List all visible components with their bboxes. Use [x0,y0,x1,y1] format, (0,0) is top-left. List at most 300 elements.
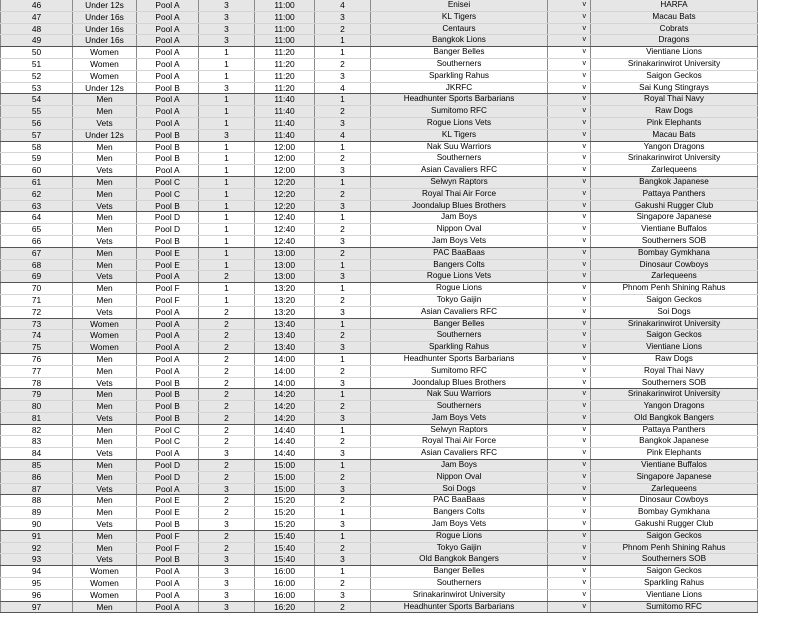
versus-cell: v [548,212,591,224]
division-cell: Women [73,70,137,82]
table-row [1,235,758,247]
pool-cell: Pool A [137,589,199,601]
pool-cell: Pool E [137,259,199,271]
division-cell: Men [73,471,137,483]
away-team-cell: Saigon Geckos [591,530,758,542]
pool-cell: Pool A [137,330,199,342]
table-row [1,601,758,613]
pool-cell: Pool B [137,200,199,212]
pool-cell: Pool B [137,153,199,165]
round-cell: 3 [199,11,255,23]
versus-cell: v [548,519,591,531]
versus-cell: v [548,578,591,590]
pitch-cell: 3 [315,412,371,424]
home-team-cell: Rogue Lions Vets [371,271,548,283]
division-cell: Women [73,342,137,354]
kickoff-time-cell: 13:20 [255,283,315,295]
division-cell: Men [73,436,137,448]
division-cell: Men [73,495,137,507]
away-team-cell: Sparkling Rahus [591,578,758,590]
match-number-cell: 48 [1,23,73,35]
kickoff-time-cell: 15:20 [255,519,315,531]
home-team-cell: Banger Belles [371,47,548,59]
table-row [1,436,758,448]
pool-cell: Pool D [137,460,199,472]
round-cell: 1 [199,117,255,129]
division-cell: Men [73,176,137,188]
division-cell: Vets [73,519,137,531]
pitch-cell: 2 [315,247,371,259]
away-team-cell: Bombay Gymkhana [591,507,758,519]
versus-cell: v [548,471,591,483]
match-number-cell: 80 [1,401,73,413]
pitch-cell: 2 [315,153,371,165]
match-number-cell: 69 [1,271,73,283]
kickoff-time-cell: 12:20 [255,200,315,212]
kickoff-time-cell: 15:40 [255,554,315,566]
home-team-cell: Asian Cavaliers RFC [371,448,548,460]
away-team-cell: Bangkok Japanese [591,176,758,188]
round-cell: 3 [199,448,255,460]
division-cell: Women [73,318,137,330]
kickoff-time-cell: 14:20 [255,412,315,424]
away-team-cell: Saigon Geckos [591,294,758,306]
division-cell: Men [73,365,137,377]
pitch-cell: 1 [315,507,371,519]
away-team-cell: Srinakarinwirot University [591,389,758,401]
round-cell: 3 [199,601,255,613]
match-number-cell: 95 [1,578,73,590]
table-row [1,306,758,318]
division-cell: Women [73,566,137,578]
table-row [1,554,758,566]
kickoff-time-cell: 13:40 [255,318,315,330]
pool-cell: Pool A [137,578,199,590]
division-cell: Men [73,224,137,236]
table-row [1,353,758,365]
pitch-cell: 3 [315,554,371,566]
round-cell: 3 [199,35,255,47]
pitch-cell: 1 [315,530,371,542]
table-row [1,271,758,283]
away-team-cell: Raw Dogs [591,353,758,365]
division-cell: Men [73,601,137,613]
round-cell: 1 [199,212,255,224]
pitch-cell: 1 [315,353,371,365]
pool-cell: Pool F [137,294,199,306]
home-team-cell: Srinakarinwirot University [371,589,548,601]
versus-cell: v [548,330,591,342]
pitch-cell: 3 [315,483,371,495]
home-team-cell: Selwyn Raptors [371,424,548,436]
pitch-cell: 2 [315,224,371,236]
kickoff-time-cell: 11:00 [255,0,315,11]
table-row [1,283,758,295]
match-number-cell: 75 [1,342,73,354]
pitch-cell: 2 [315,401,371,413]
home-team-cell: Royal Thai Air Force [371,188,548,200]
away-team-cell: Zarlequeens [591,271,758,283]
round-cell: 3 [199,82,255,94]
division-cell: Men [73,141,137,153]
match-number-cell: 87 [1,483,73,495]
versus-cell: v [548,306,591,318]
pool-cell: Pool B [137,412,199,424]
pitch-cell: 4 [315,129,371,141]
kickoff-time-cell: 11:40 [255,117,315,129]
round-cell: 2 [199,365,255,377]
versus-cell: v [548,401,591,413]
versus-cell: v [548,365,591,377]
table-row [1,200,758,212]
away-team-cell: Macau Bats [591,129,758,141]
division-cell: Men [73,353,137,365]
pool-cell: Pool A [137,271,199,283]
pitch-cell: 1 [315,424,371,436]
pool-cell: Pool A [137,106,199,118]
versus-cell: v [548,342,591,354]
table-row [1,70,758,82]
round-cell: 3 [199,0,255,11]
division-cell: Women [73,589,137,601]
division-cell: Under 12s [73,82,137,94]
versus-cell: v [548,224,591,236]
away-team-cell: Singapore Japanese [591,212,758,224]
division-cell: Men [73,247,137,259]
table-row [1,519,758,531]
versus-cell: v [548,566,591,578]
home-team-cell: PAC BaaBaas [371,247,548,259]
pitch-cell: 3 [315,342,371,354]
kickoff-time-cell: 16:20 [255,601,315,613]
table-row [1,0,758,11]
match-number-cell: 93 [1,554,73,566]
pool-cell: Pool F [137,283,199,295]
round-cell: 1 [199,247,255,259]
match-number-cell: 89 [1,507,73,519]
table-row [1,165,758,177]
match-number-cell: 73 [1,318,73,330]
away-team-cell: Pink Elephants [591,117,758,129]
pitch-cell: 3 [315,11,371,23]
division-cell: Vets [73,117,137,129]
kickoff-time-cell: 13:00 [255,259,315,271]
away-team-cell: Phnom Penh Shining Rahus [591,542,758,554]
kickoff-time-cell: 16:00 [255,566,315,578]
table-row [1,129,758,141]
kickoff-time-cell: 13:00 [255,271,315,283]
table-row [1,82,758,94]
pool-cell: Pool B [137,129,199,141]
home-team-cell: Selwyn Raptors [371,176,548,188]
match-number-cell: 51 [1,58,73,70]
pool-cell: Pool F [137,530,199,542]
match-number-cell: 52 [1,70,73,82]
match-number-cell: 61 [1,176,73,188]
table-row [1,424,758,436]
pool-cell: Pool B [137,519,199,531]
kickoff-time-cell: 13:40 [255,342,315,354]
pitch-cell: 4 [315,82,371,94]
pitch-cell: 2 [315,365,371,377]
round-cell: 2 [199,424,255,436]
away-team-cell: Royal Thai Navy [591,94,758,106]
home-team-cell: Joondalup Blues Brothers [371,377,548,389]
versus-cell: v [548,11,591,23]
division-cell: Men [73,542,137,554]
division-cell: Vets [73,235,137,247]
pool-cell: Pool A [137,35,199,47]
match-number-cell: 50 [1,47,73,59]
table-row [1,318,758,330]
division-cell: Vets [73,554,137,566]
round-cell: 2 [199,377,255,389]
table-row [1,141,758,153]
versus-cell: v [548,200,591,212]
versus-cell: v [548,412,591,424]
away-team-cell: Dinosaur Cowboys [591,259,758,271]
round-cell: 2 [199,471,255,483]
table-row [1,176,758,188]
round-cell: 3 [199,129,255,141]
versus-cell: v [548,176,591,188]
round-cell: 3 [199,519,255,531]
round-cell: 2 [199,306,255,318]
kickoff-time-cell: 14:40 [255,448,315,460]
round-cell: 1 [199,153,255,165]
pool-cell: Pool C [137,176,199,188]
kickoff-time-cell: 15:40 [255,530,315,542]
versus-cell: v [548,601,591,613]
pool-cell: Pool E [137,495,199,507]
away-team-cell: Bombay Gymkhana [591,247,758,259]
kickoff-time-cell: 15:00 [255,471,315,483]
round-cell: 1 [199,224,255,236]
match-number-cell: 82 [1,424,73,436]
away-team-cell: Srinakarinwirot University [591,58,758,70]
division-cell: Men [73,153,137,165]
pool-cell: Pool F [137,542,199,554]
match-number-cell: 68 [1,259,73,271]
home-team-cell: Nak Suu Warriors [371,389,548,401]
match-number-cell: 65 [1,224,73,236]
kickoff-time-cell: 13:40 [255,330,315,342]
pool-cell: Pool A [137,448,199,460]
table-row [1,495,758,507]
home-team-cell: Southerners [371,153,548,165]
away-team-cell: Saigon Geckos [591,566,758,578]
match-number-cell: 67 [1,247,73,259]
pool-cell: Pool A [137,601,199,613]
versus-cell: v [548,82,591,94]
versus-cell: v [548,294,591,306]
table-row [1,47,758,59]
pitch-cell: 2 [315,471,371,483]
away-team-cell: Vientiane Lions [591,47,758,59]
pool-cell: Pool B [137,389,199,401]
away-team-cell: Saigon Geckos [591,70,758,82]
versus-cell: v [548,507,591,519]
pitch-cell: 2 [315,294,371,306]
versus-cell: v [548,165,591,177]
pitch-cell: 3 [315,377,371,389]
kickoff-time-cell: 14:00 [255,353,315,365]
versus-cell: v [548,188,591,200]
table-row [1,259,758,271]
away-team-cell: Old Bangkok Bangers [591,412,758,424]
pitch-cell: 2 [315,58,371,70]
pool-cell: Pool A [137,117,199,129]
table-row [1,11,758,23]
versus-cell: v [548,389,591,401]
away-team-cell: Vientiane Lions [591,342,758,354]
division-cell: Vets [73,412,137,424]
table-row [1,23,758,35]
kickoff-time-cell: 11:00 [255,35,315,47]
division-cell: Men [73,294,137,306]
match-number-cell: 83 [1,436,73,448]
pool-cell: Pool B [137,554,199,566]
home-team-cell: Rogue Lions [371,283,548,295]
round-cell: 3 [199,589,255,601]
away-team-cell: Pattaya Panthers [591,188,758,200]
pitch-cell: 2 [315,23,371,35]
kickoff-time-cell: 13:00 [255,247,315,259]
match-number-cell: 54 [1,94,73,106]
home-team-cell: Bangers Colts [371,259,548,271]
versus-cell: v [548,0,591,11]
versus-cell: v [548,554,591,566]
division-cell: Under 12s [73,129,137,141]
division-cell: Vets [73,306,137,318]
kickoff-time-cell: 12:40 [255,224,315,236]
round-cell: 1 [199,58,255,70]
table-row [1,330,758,342]
home-team-cell: Nak Suu Warriors [371,141,548,153]
versus-cell: v [548,94,591,106]
pool-cell: Pool E [137,507,199,519]
division-cell: Men [73,259,137,271]
match-number-cell: 86 [1,471,73,483]
match-number-cell: 60 [1,165,73,177]
division-cell: Women [73,330,137,342]
division-cell: Men [73,283,137,295]
away-team-cell: Yangon Dragons [591,141,758,153]
division-cell: Vets [73,200,137,212]
match-number-cell: 72 [1,306,73,318]
match-number-cell: 49 [1,35,73,47]
match-number-cell: 46 [1,0,73,11]
kickoff-time-cell: 11:40 [255,94,315,106]
table-row [1,377,758,389]
table-row [1,342,758,354]
round-cell: 2 [199,389,255,401]
away-team-cell: Soi Dogs [591,306,758,318]
away-team-cell: Phnom Penh Shining Rahus [591,283,758,295]
round-cell: 2 [199,342,255,354]
pool-cell: Pool D [137,224,199,236]
kickoff-time-cell: 11:20 [255,47,315,59]
away-team-cell: Southerners SOB [591,377,758,389]
pool-cell: Pool B [137,82,199,94]
versus-cell: v [548,448,591,460]
pool-cell: Pool A [137,318,199,330]
round-cell: 3 [199,566,255,578]
fixtures-body [1,0,758,613]
pool-cell: Pool A [137,342,199,354]
table-row [1,224,758,236]
home-team-cell: Old Bangkok Bangers [371,554,548,566]
home-team-cell: JKRFC [371,82,548,94]
kickoff-time-cell: 11:20 [255,82,315,94]
pitch-cell: 1 [315,212,371,224]
versus-cell: v [548,153,591,165]
match-number-cell: 57 [1,129,73,141]
kickoff-time-cell: 11:40 [255,129,315,141]
versus-cell: v [548,247,591,259]
round-cell: 1 [199,94,255,106]
table-row [1,94,758,106]
home-team-cell: Sumitomo RFC [371,106,548,118]
versus-cell: v [548,283,591,295]
kickoff-time-cell: 13:20 [255,294,315,306]
versus-cell: v [548,318,591,330]
round-cell: 3 [199,23,255,35]
away-team-cell: Gakushi Rugger Club [591,519,758,531]
division-cell: Men [73,106,137,118]
table-row [1,58,758,70]
home-team-cell: Nippon Oval [371,471,548,483]
kickoff-time-cell: 11:00 [255,11,315,23]
kickoff-time-cell: 14:40 [255,436,315,448]
home-team-cell: Southerners [371,330,548,342]
division-cell: Men [73,460,137,472]
versus-cell: v [548,436,591,448]
pitch-cell: 1 [315,47,371,59]
round-cell: 1 [199,235,255,247]
pool-cell: Pool A [137,47,199,59]
match-number-cell: 92 [1,542,73,554]
round-cell: 2 [199,271,255,283]
pool-cell: Pool B [137,235,199,247]
division-cell: Vets [73,377,137,389]
away-team-cell: Srinakarinwirot University [591,318,758,330]
table-row [1,483,758,495]
away-team-cell: Bangkok Japanese [591,436,758,448]
match-number-cell: 47 [1,11,73,23]
away-team-cell: Dragons [591,35,758,47]
kickoff-time-cell: 14:00 [255,377,315,389]
pitch-cell: 1 [315,283,371,295]
pool-cell: Pool D [137,471,199,483]
kickoff-time-cell: 14:40 [255,424,315,436]
home-team-cell: Joondalup Blues Brothers [371,200,548,212]
versus-cell: v [548,353,591,365]
match-number-cell: 58 [1,141,73,153]
home-team-cell: Jam Boys Vets [371,519,548,531]
round-cell: 2 [199,436,255,448]
home-team-cell: Headhunter Sports Barbarians [371,94,548,106]
pitch-cell: 3 [315,200,371,212]
away-team-cell: Southerners SOB [591,554,758,566]
pool-cell: Pool C [137,436,199,448]
kickoff-time-cell: 16:00 [255,578,315,590]
pool-cell: Pool C [137,188,199,200]
away-team-cell: Macau Bats [591,11,758,23]
pool-cell: Pool D [137,212,199,224]
kickoff-time-cell: 11:40 [255,106,315,118]
versus-cell: v [548,141,591,153]
